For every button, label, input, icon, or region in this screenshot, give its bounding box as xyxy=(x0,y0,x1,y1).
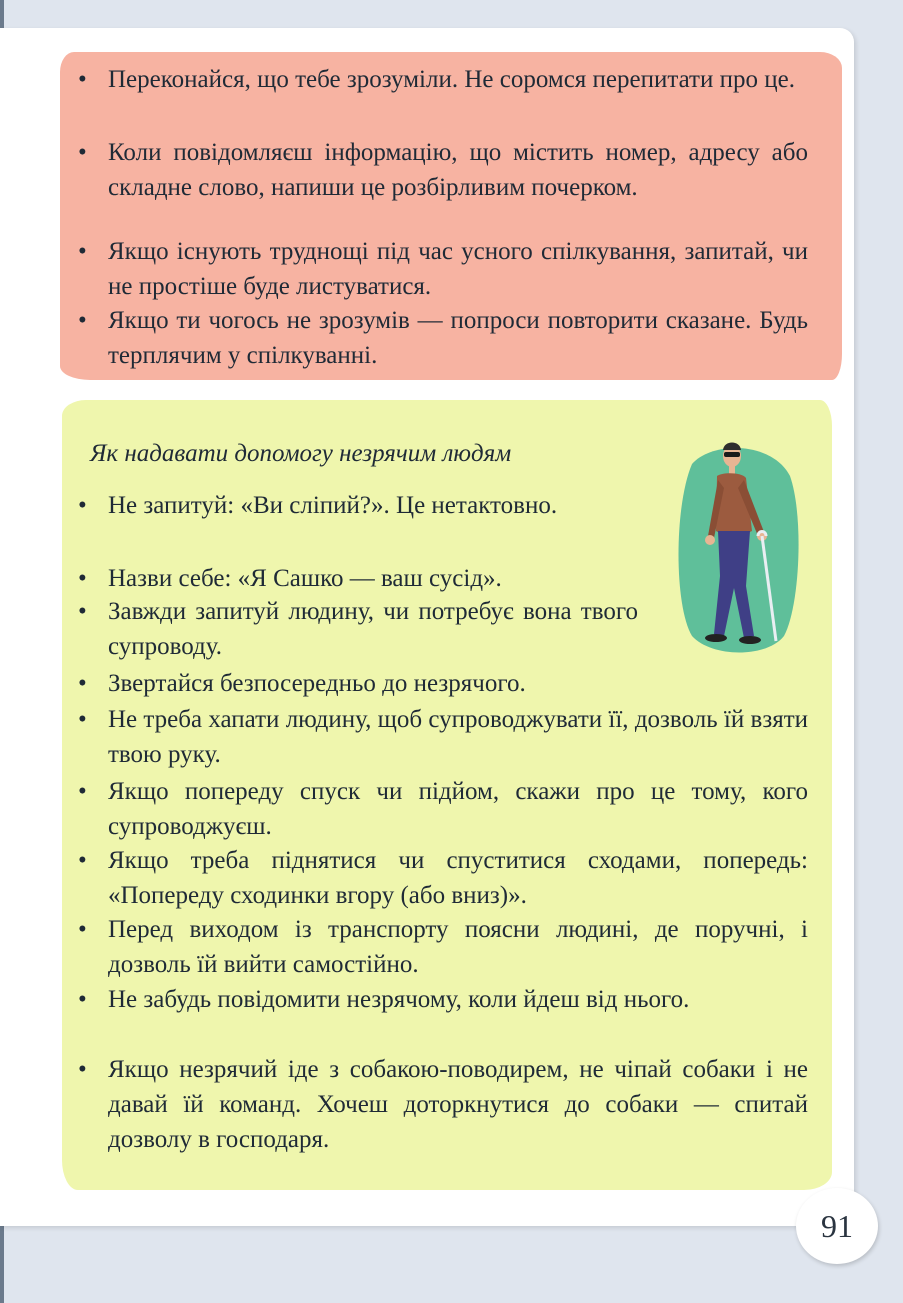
section-heading: Як надавати допомогу незрячим людям xyxy=(90,440,512,467)
list-item: • Коли повідомляєш інформацію, що містить номер, адресу або складне слово, напиши це розбірливим почерком. xyxy=(108,135,808,205)
bullet-icon: • xyxy=(78,916,87,943)
list-item: • Не треба хапати людину, щоб супроводжувати її, дозволь їй взяти твою руку. xyxy=(108,702,808,772)
list-item: • Переконайся, що тебе зрозуміли. Не соромся перепитати про це. xyxy=(108,62,808,97)
list-item: • Не запитуй: «Ви сліпий?». Це нетактовно. xyxy=(108,488,638,523)
bullet-icon: • xyxy=(78,238,87,265)
bullet-icon: • xyxy=(78,670,87,697)
bullet-icon: • xyxy=(78,66,87,93)
list-item: • Якщо існують труднощі під час усного спілкування, запитай, чи не простіше буде листуватися. xyxy=(108,234,808,304)
list-item: • Якщо ти чогось не зрозумів — попроси повторити сказане. Будь терплячим у спілкуванні. xyxy=(108,303,808,373)
bullet-icon: • xyxy=(78,139,87,166)
bullet-icon: • xyxy=(78,598,87,625)
bullet-icon: • xyxy=(78,1056,87,1083)
list-item: • Назви себе: «Я Сашко — ваш сусід». xyxy=(108,561,638,596)
list-item: • Звертайся безпосередньо до незрячого. xyxy=(108,666,808,701)
bullet-icon: • xyxy=(78,492,87,519)
bullet-icon: • xyxy=(78,307,87,334)
bullet-icon: • xyxy=(78,847,87,874)
list-item: • Якщо незрячий іде з собакою-поводирем, не чіпай собаки і не давай їй команд. Хочеш доторкнутися до собаки — спитай дозволу в господаря. xyxy=(108,1052,808,1157)
bullet-icon: • xyxy=(78,706,87,733)
bullet-icon: • xyxy=(78,778,87,805)
list-item: • Завжди запитуй людину, чи потребує вона твого супроводу. xyxy=(108,594,638,664)
bullet-icon: • xyxy=(78,565,87,592)
list-item: • Не забудь повідомити незрячому, коли йдеш від нього. xyxy=(108,982,808,1017)
page-number: 91 xyxy=(796,1188,878,1264)
list-item: • Якщо попереду спуск чи підйом, скажи про це тому, кого супроводжуєш. xyxy=(108,774,808,844)
bullet-icon: • xyxy=(78,986,87,1013)
list-item: • Перед виходом із транспорту поясни людині, де поручні, і дозволь їй вийти самостійно. xyxy=(108,912,808,982)
list-item: • Якщо треба піднятися чи спуститися сходами, попередь: «Попереду сходинки вгору (або вниз)». xyxy=(108,843,808,913)
blind-man-with-cane-icon xyxy=(672,436,802,656)
